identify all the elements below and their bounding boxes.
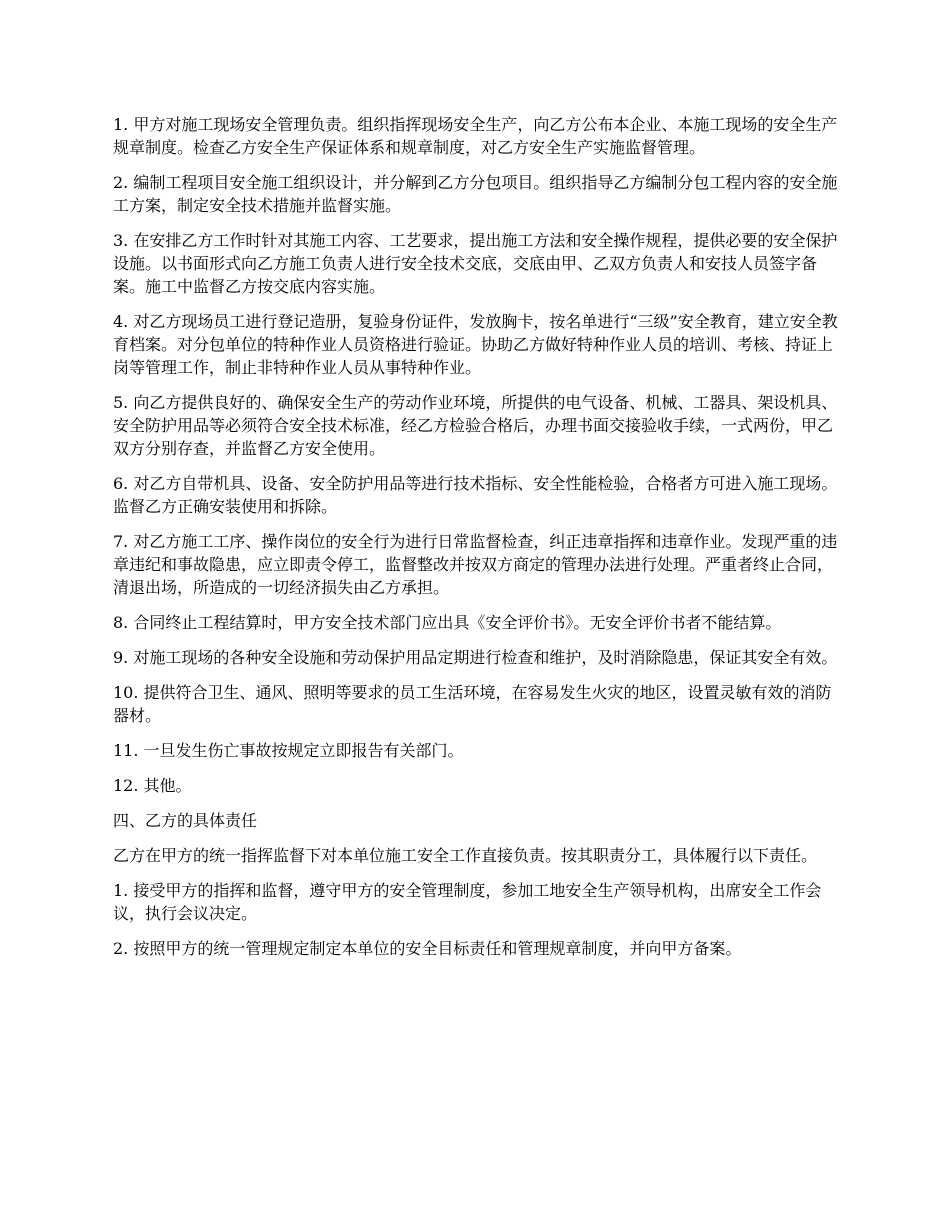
section-intro-party-b: 乙方在甲方的统一指挥监督下对本单位施工安全工作直接负责。按其职责分工，具体履行以下责任。 <box>113 846 818 865</box>
clause-party-a-5: 5. 向乙方提供良好的、确保安全生产的劳动作业环境，所提供的电气设备、机械、工器具、架设机具、安全防护用品等必须符合安全技术标准，经乙方检验合格后，办理书面交接验收手续，一式两份，甲乙双方分别存查，并监督乙方安全使用。 <box>113 393 838 458</box>
section-heading-party-b: 四、乙方的具体责任 <box>113 811 258 830</box>
clause-party-a-4: 4. 对乙方现场员工进行登记造册，复验身份证件，发放胸卡，按名单进行“三级”安全教育，建立安全教育档案。对分包单位的特种作业人员资格进行验证。协助乙方做好特种作业人员的培训、考核、持证上岗等管理工作，制止非特种作业人员从事特种作业。 <box>113 312 838 377</box>
clause-party-a-2: 2. 编制工程项目安全施工组织设计，并分解到乙方分包项目。组织指导乙方编制分包工程内容的安全施工方案，制定安全技术措施并监督实施。 <box>113 173 838 215</box>
clause-party-a-11: 11. 一旦发生伤亡事故按规定立即报告有关部门。 <box>113 741 464 760</box>
clause-party-a-10: 10. 提供符合卫生、通风、照明等要求的员工生活环境，在容易发生火灾的地区，设置灵敏有效的消防器材。 <box>113 683 832 725</box>
clause-party-a-1: 1. 甲方对施工现场安全管理负责。组织指挥现场安全生产，向乙方公布本企业、本施工现场的安全生产规章制度。检查乙方安全生产保证体系和规章制度，对乙方安全生产实施监督管理。 <box>113 115 838 157</box>
clause-party-a-12: 12. 其他。 <box>113 776 192 795</box>
clause-party-a-3: 3. 在安排乙方工作时针对其施工内容、工艺要求，提出施工方法和安全操作规程，提供必要的安全保护设施。以书面形式向乙方施工负责人进行安全技术交底，交底由甲、乙双方负责人和安技人员签字备案。施工中监督乙方按交底内容实施。 <box>113 231 838 296</box>
clause-party-a-6: 6. 对乙方自带机具、设备、安全防护用品等进行技术指标、安全性能检验，合格者方可进入施工现场。监督乙方正确安装使用和拆除。 <box>113 474 838 516</box>
clause-party-a-8: 8. 合同终止工程结算时，甲方安全技术部门应出具《安全评价书》。无安全评价书者不能结算。 <box>113 613 782 632</box>
clause-party-a-7: 7. 对乙方施工工序、操作岗位的安全行为进行日常监督检查，纠正违章指挥和违章作业。发现严重的违章违纪和事故隐患，应立即责令停工，监督整改并按双方商定的管理办法进行处理。严重者终止合同，清退出场，所造成的一切经济损失由乙方承担。 <box>113 532 838 597</box>
clause-party-b-2: 2. 按照甲方的统一管理规定制定本单位的安全目标责任和管理规章制度，并向甲方备案。 <box>113 939 742 958</box>
clause-party-b-1: 1. 接受甲方的指挥和监督，遵守甲方的安全管理制度，参加工地安全生产领导机构，出席安全工作会议，执行会议决定。 <box>113 881 822 923</box>
clause-party-a-9: 9. 对施工现场的各种安全设施和劳动保护用品定期进行检查和维护，及时消除隐患，保证其安全有效。 <box>113 648 838 667</box>
